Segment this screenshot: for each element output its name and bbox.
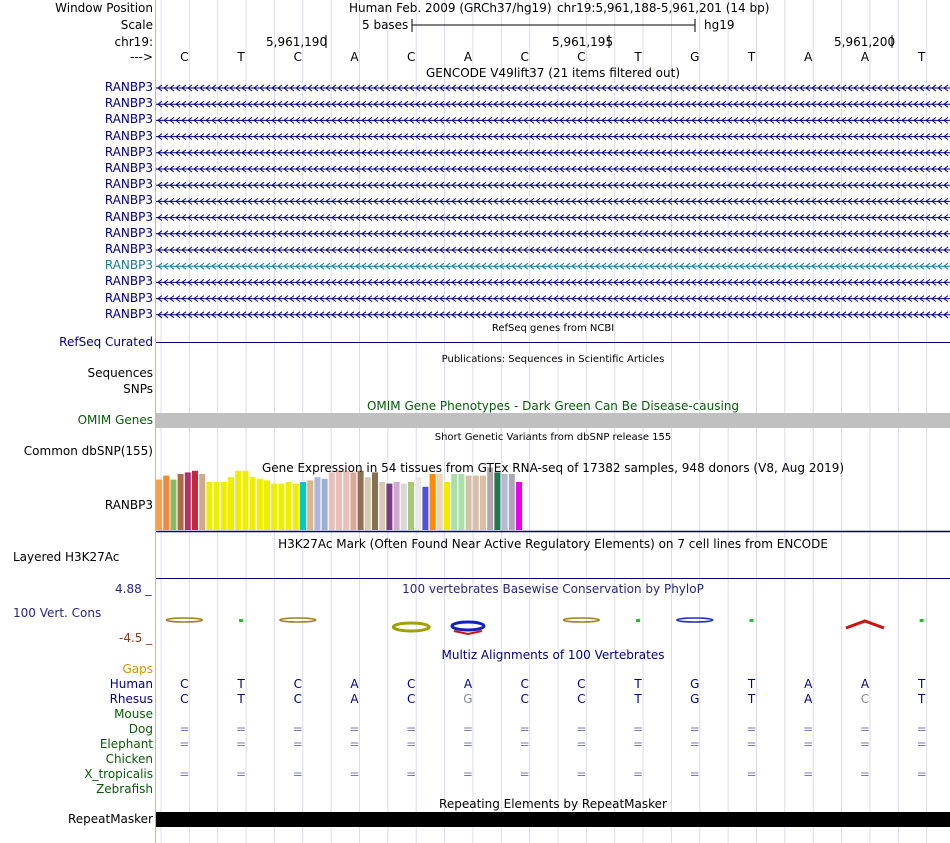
gencode-item-label[interactable]: RANBP3 (104, 274, 153, 289)
gtex-bar (185, 472, 191, 530)
gtex-bar (379, 482, 385, 530)
coord-1: 5,961,190 (266, 35, 328, 49)
multiz-base: = (519, 767, 530, 781)
refseq-label[interactable]: RefSeq Curated (59, 335, 153, 349)
gtex-bar (365, 477, 371, 530)
gtex-bar (206, 482, 212, 530)
gtex-bar (336, 471, 342, 530)
multiz-base: = (576, 767, 587, 781)
scale-label: Scale (120, 18, 153, 32)
multiz-base: T (917, 677, 926, 691)
gtex-label[interactable]: RANBP3 (104, 498, 153, 512)
gencode-item-label[interactable]: RANBP3 (104, 112, 153, 127)
gtex-bar (163, 476, 169, 530)
repeatmasker-label[interactable]: RepeatMasker (67, 812, 153, 826)
coord-3: 5,961,200 (834, 35, 896, 49)
gtex-bar (394, 482, 400, 530)
multiz-base: C (520, 677, 529, 691)
base-letter: T (917, 50, 926, 64)
gtex-bar (430, 474, 436, 530)
h3k27ac-title[interactable]: H3K27Ac Mark (Often Found Near Active Regulatory Elements) on 7 cell lines from ENCODE (278, 537, 828, 551)
multiz-species-label[interactable]: Rhesus (109, 692, 153, 706)
multiz-base: = (349, 737, 360, 751)
gtex-bar (502, 474, 508, 530)
phylop-title[interactable]: 100 vertebrates Basewise Conservation by PhyloP (402, 582, 704, 596)
gencode-title[interactable]: GENCODE V49lift37 (21 items filtered out) (425, 66, 680, 80)
base-letter: A (350, 50, 359, 64)
gtex-bar (192, 471, 198, 530)
multiz-base: = (576, 737, 587, 751)
base-letter: T (747, 50, 756, 64)
multiz-base: = (916, 737, 927, 751)
multiz-base: C (180, 692, 189, 706)
gtex-bar (415, 477, 421, 530)
multiz-base: G (690, 677, 700, 691)
phylop-logo (280, 618, 316, 622)
multiz-base: C (180, 677, 189, 691)
multiz-base: C (520, 692, 529, 706)
gencode-item-label[interactable]: RANBP3 (104, 290, 153, 305)
multiz-base: = (633, 722, 644, 736)
gencode-item-label[interactable]: RANBP3 (104, 161, 153, 175)
multiz-base: = (236, 722, 247, 736)
refseq-title[interactable]: RefSeq genes from NCBI (491, 323, 615, 334)
multiz-species-label[interactable]: Human (109, 677, 153, 691)
multiz-base: = (349, 722, 360, 736)
gtex-bar (422, 487, 428, 530)
base-letter: C (520, 50, 529, 64)
gtex-bar (322, 479, 328, 530)
multiz-base: = (406, 722, 417, 736)
multiz-base: = (292, 722, 303, 736)
multiz-base: C (577, 692, 586, 706)
multiz-base: = (462, 722, 473, 736)
multiz-base: T (634, 692, 642, 706)
gtex-bar (221, 482, 227, 530)
multiz-base: = (916, 767, 927, 781)
gtex-bar (372, 472, 378, 530)
multiz-base: G (690, 692, 700, 706)
multiz-base: = (292, 737, 303, 751)
gtex-bar (350, 472, 356, 530)
multiz-base: = (236, 767, 247, 781)
gencode-item-label[interactable]: RANBP3 (104, 258, 153, 273)
dbsnp-title[interactable]: Short Genetic Variants from dbSNP release 155 (434, 432, 672, 443)
multiz-species-label[interactable]: Mouse (114, 707, 153, 721)
gtex-bar (214, 482, 220, 530)
gtex-bar (178, 474, 184, 530)
multiz-base: A (860, 677, 870, 691)
gtex-bar (509, 474, 515, 530)
gtex-bar (444, 482, 450, 530)
multiz-base: = (633, 737, 644, 751)
phylop-logo (636, 619, 640, 622)
gtex-bar (516, 482, 522, 530)
multiz-base: = (803, 767, 814, 781)
gencode-item-label[interactable]: RANBP3 (104, 242, 153, 256)
gtex-bar (286, 482, 292, 530)
gtex-bar (487, 468, 493, 530)
multiz-base: = (179, 722, 190, 736)
multiz-base: G (463, 692, 473, 706)
omim-label[interactable]: OMIM Genes (77, 413, 153, 427)
chrom-label: chr19: (114, 35, 153, 49)
gtex-bar (401, 484, 407, 530)
multiz-base: = (519, 737, 530, 751)
base-letter: C (180, 50, 189, 64)
gtex-bar (250, 477, 256, 530)
dbsnp-label[interactable]: Common dbSNP(155) (23, 444, 153, 458)
gencode-item-label[interactable]: RANBP3 (104, 306, 153, 321)
gtex-bar (271, 484, 277, 530)
gtex-bar (300, 482, 306, 530)
multiz-base: C (293, 692, 302, 706)
base-letter: C (577, 50, 586, 64)
gtex-bar (278, 484, 284, 530)
multiz-base: = (859, 737, 870, 751)
gencode-item-label[interactable]: RANBP3 (104, 193, 153, 208)
multiz-base: C (577, 677, 586, 691)
phylop-logo (846, 621, 884, 628)
gtex-bar (199, 474, 205, 530)
base-letter: A (804, 50, 813, 64)
h3k27ac-label[interactable]: Layered H3K27Ac (13, 550, 120, 564)
multiz-base: T (747, 692, 756, 706)
gtex-bar (293, 484, 299, 530)
multiz-species-label[interactable]: Zebrafish (96, 782, 153, 796)
multiz-base: A (804, 692, 813, 706)
position-text: chr19:5,961,188-5,961,201 (14 bp) (557, 1, 770, 15)
multiz-base: = (859, 767, 870, 781)
multiz-base: T (237, 692, 245, 706)
gtex-bar (228, 477, 234, 530)
gtex-bar (408, 482, 414, 530)
base-letter: A (860, 50, 870, 64)
gtex-bar (494, 472, 500, 530)
multiz-base: = (633, 767, 644, 781)
omim-title[interactable]: OMIM Gene Phenotypes - Dark Green Can Be Disease-causing (366, 399, 740, 413)
gtex-bar (314, 477, 320, 530)
multiz-base: = (746, 767, 757, 781)
multiz-base: A (350, 692, 359, 706)
multiz-base: = (462, 767, 473, 781)
multiz-base: = (179, 767, 190, 781)
gtex-bar (156, 480, 162, 530)
gencode-item-label[interactable]: RANBP3 (104, 144, 153, 159)
multiz-base: = (746, 737, 757, 751)
phylop-logo (393, 623, 429, 631)
multiz-base: A (804, 677, 813, 691)
multiz-title[interactable]: Multiz Alignments of 100 Vertebrates (441, 648, 665, 662)
phylop-logo (452, 622, 484, 630)
gencode-item-label[interactable]: RANBP3 (104, 96, 153, 111)
multiz-base: C (860, 692, 870, 706)
multiz-base: = (689, 767, 700, 781)
gaps-label: Gaps (122, 662, 153, 676)
gtex-bar (466, 476, 472, 530)
snps-label[interactable]: SNPs (123, 382, 153, 396)
multiz-base: C (293, 677, 302, 691)
multiz-species-label[interactable]: Elephant (99, 737, 153, 751)
gtex-bar (451, 474, 457, 530)
multiz-base: A (350, 677, 359, 691)
multiz-species-label[interactable]: Chicken (105, 752, 153, 766)
gtex-bar (458, 474, 464, 530)
gtex-bar (437, 474, 443, 530)
gencode-item-label[interactable]: RANBP3 (104, 209, 153, 224)
phylop-logo (750, 619, 754, 622)
multiz-base: = (803, 722, 814, 736)
multiz-base: = (576, 722, 587, 736)
multiz-base: = (406, 737, 417, 751)
phylop-logo (677, 618, 713, 622)
multiz-base: = (689, 737, 700, 751)
gtex-bar (358, 471, 364, 530)
multiz-base: = (236, 737, 247, 751)
window-position-label: Window Position (55, 1, 153, 15)
gencode-item-label[interactable]: RANBP3 (104, 80, 153, 94)
multiz-base: = (689, 722, 700, 736)
multiz-base: T (237, 677, 245, 691)
gtex-bar (329, 472, 335, 530)
multiz-base: = (179, 737, 190, 751)
multiz-base: = (746, 722, 757, 736)
phylop-logo (239, 619, 243, 622)
base-letter: T (237, 50, 245, 64)
multiz-species-label[interactable]: X_tropicalis (84, 767, 153, 781)
sequences-label[interactable]: Sequences (87, 366, 153, 380)
multiz-base: = (916, 722, 927, 736)
base-letter: C (407, 50, 416, 64)
multiz-base: = (292, 767, 303, 781)
multiz-base: C (407, 677, 416, 691)
gtex-bar (264, 480, 270, 530)
phylop-logo (563, 618, 599, 622)
multiz-base: T (634, 677, 642, 691)
gtex-bar (242, 471, 248, 530)
gtex-bar (235, 471, 241, 530)
repeatmasker-bar (156, 812, 950, 827)
multiz-base: T (747, 677, 756, 691)
phylop-min-label: -4.5 _ (119, 631, 153, 645)
multiz-base: = (803, 737, 814, 751)
scale-db: hg19 (704, 18, 735, 32)
phylop-logo (166, 618, 202, 622)
base-letter: G (690, 50, 700, 64)
gtex-bar (170, 480, 176, 530)
multiz-base: T (917, 692, 926, 706)
gtex-bar (307, 480, 313, 530)
multiz-base: = (406, 767, 417, 781)
multiz-base: C (407, 692, 416, 706)
gencode-item-label[interactable]: RANBP3 (104, 177, 153, 192)
scale-text: 5 bases (362, 18, 409, 32)
gtex-bar (257, 479, 263, 530)
multiz-base: = (462, 737, 473, 751)
gtex-title[interactable]: Gene Expression in 54 tissues from GTEx RNA-seq of 17382 samples, 948 donors (V8, Aug 2019) (261, 461, 845, 475)
gtex-bar (473, 476, 479, 530)
base-letter: C (293, 50, 302, 64)
strand-label: ---> (129, 50, 153, 64)
omim-bar (156, 413, 950, 428)
phylop-label[interactable]: 100 Vert. Cons (13, 606, 102, 620)
base-letter: A (463, 50, 473, 64)
gtex-bar (343, 471, 349, 530)
multiz-base: = (519, 722, 530, 736)
multiz-species-label[interactable]: Dog (128, 722, 153, 736)
base-letter: T (634, 50, 642, 64)
repeatmasker-title[interactable]: Repeating Elements by RepeatMasker (439, 797, 667, 811)
publications-title[interactable]: Publications: Sequences in Scientific Articles (441, 354, 665, 365)
gtex-bar (480, 476, 486, 530)
multiz-base: A (463, 677, 473, 691)
multiz-base: = (859, 722, 870, 736)
coord-2: 5,961,195 (552, 35, 614, 49)
gencode-item-label[interactable]: RANBP3 (104, 128, 153, 143)
phylop-max-label: 4.88 _ (115, 582, 152, 596)
phylop-logo (920, 619, 924, 622)
gencode-item-label[interactable]: RANBP3 (104, 225, 153, 240)
multiz-base: = (349, 767, 360, 781)
assembly-text: Human Feb. 2009 (GRCh37/hg19) (349, 1, 552, 15)
gtex-bar (386, 484, 392, 530)
